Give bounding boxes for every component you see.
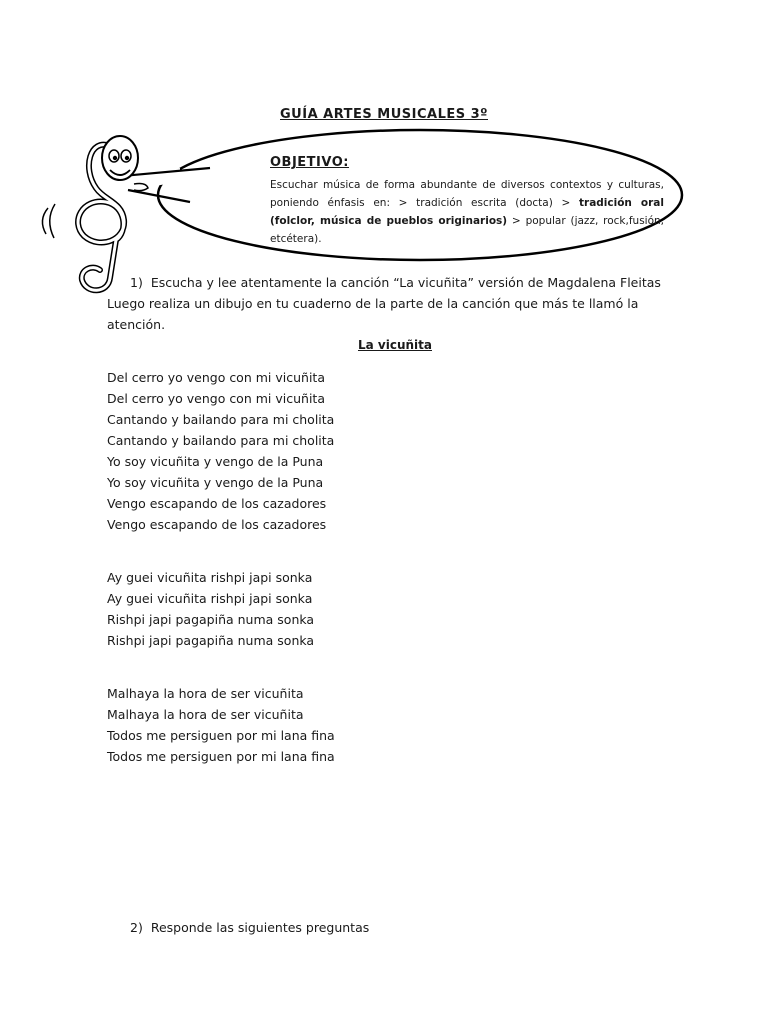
song-line: Malhaya la hora de ser vicuñita xyxy=(107,707,304,722)
song-line: Malhaya la hora de ser vicuñita xyxy=(107,686,304,701)
objective-title: OBJETIVO: xyxy=(270,155,349,170)
activity-2-text: Responde las siguientes preguntas xyxy=(150,920,370,935)
song-line: Vengo escapando de los cazadores xyxy=(107,517,327,532)
song-line: Cantando y bailando para mi cholita xyxy=(107,433,335,448)
song-stanza-3 xyxy=(107,683,335,767)
page-title: GUÍA ARTES MUSICALES 3º xyxy=(280,107,488,122)
song-line: Rishpi japi pagapiña numa sonka xyxy=(107,633,315,648)
activity-1-text: Escucha y lee atentamente la canción “La vicuñita” versión de Magdalena Fleitas Luego realiza un dibujo en tu cuaderno de la parte de la canción que más te llamó la atención. xyxy=(107,275,661,332)
song-line: Rishpi japi pagapiña numa sonka xyxy=(107,612,315,627)
song-line: Del cerro yo vengo con mi vicuñita xyxy=(107,370,325,385)
song-line: Yo soy vicuñita y vengo de la Puna xyxy=(107,475,324,490)
activity-2-instructions xyxy=(130,920,369,935)
song-line: Todos me persiguen por mi lana fina xyxy=(107,749,335,764)
song-stanza-1 xyxy=(107,367,334,535)
objective-text-part-2: > popular (jazz, rock,fusión, etcétera). xyxy=(270,215,664,245)
objective-text-part-1: Escuchar música de forma abundante de diversos contextos y culturas, poniendo énfasis en: > tradición escrita (docta) > xyxy=(270,179,664,209)
song-stanza-2 xyxy=(107,567,314,651)
activity-1-instructions xyxy=(107,272,687,335)
objective-box xyxy=(270,155,664,248)
activity-2-number: 2) xyxy=(130,920,143,935)
song-title: La vicuñita xyxy=(357,338,432,352)
song-line: Ay guei vicuñita rishpi japi sonka xyxy=(107,591,313,606)
song-line: Todos me persiguen por mi lana fina xyxy=(107,728,335,743)
song-line: Cantando y bailando para mi cholita xyxy=(107,412,335,427)
activity-1-number: 1) xyxy=(130,275,143,290)
song-line: Vengo escapando de los cazadores xyxy=(107,496,327,511)
song-line: Yo soy vicuñita y vengo de la Puna xyxy=(107,454,324,469)
objective-text-bold: tradición oral (folclor, música de pueblos originarios) xyxy=(270,197,664,227)
song-line: Del cerro yo vengo con mi vicuñita xyxy=(107,391,325,406)
song-line: Ay guei vicuñita rishpi japi sonka xyxy=(107,570,313,585)
objective-text xyxy=(270,176,664,248)
